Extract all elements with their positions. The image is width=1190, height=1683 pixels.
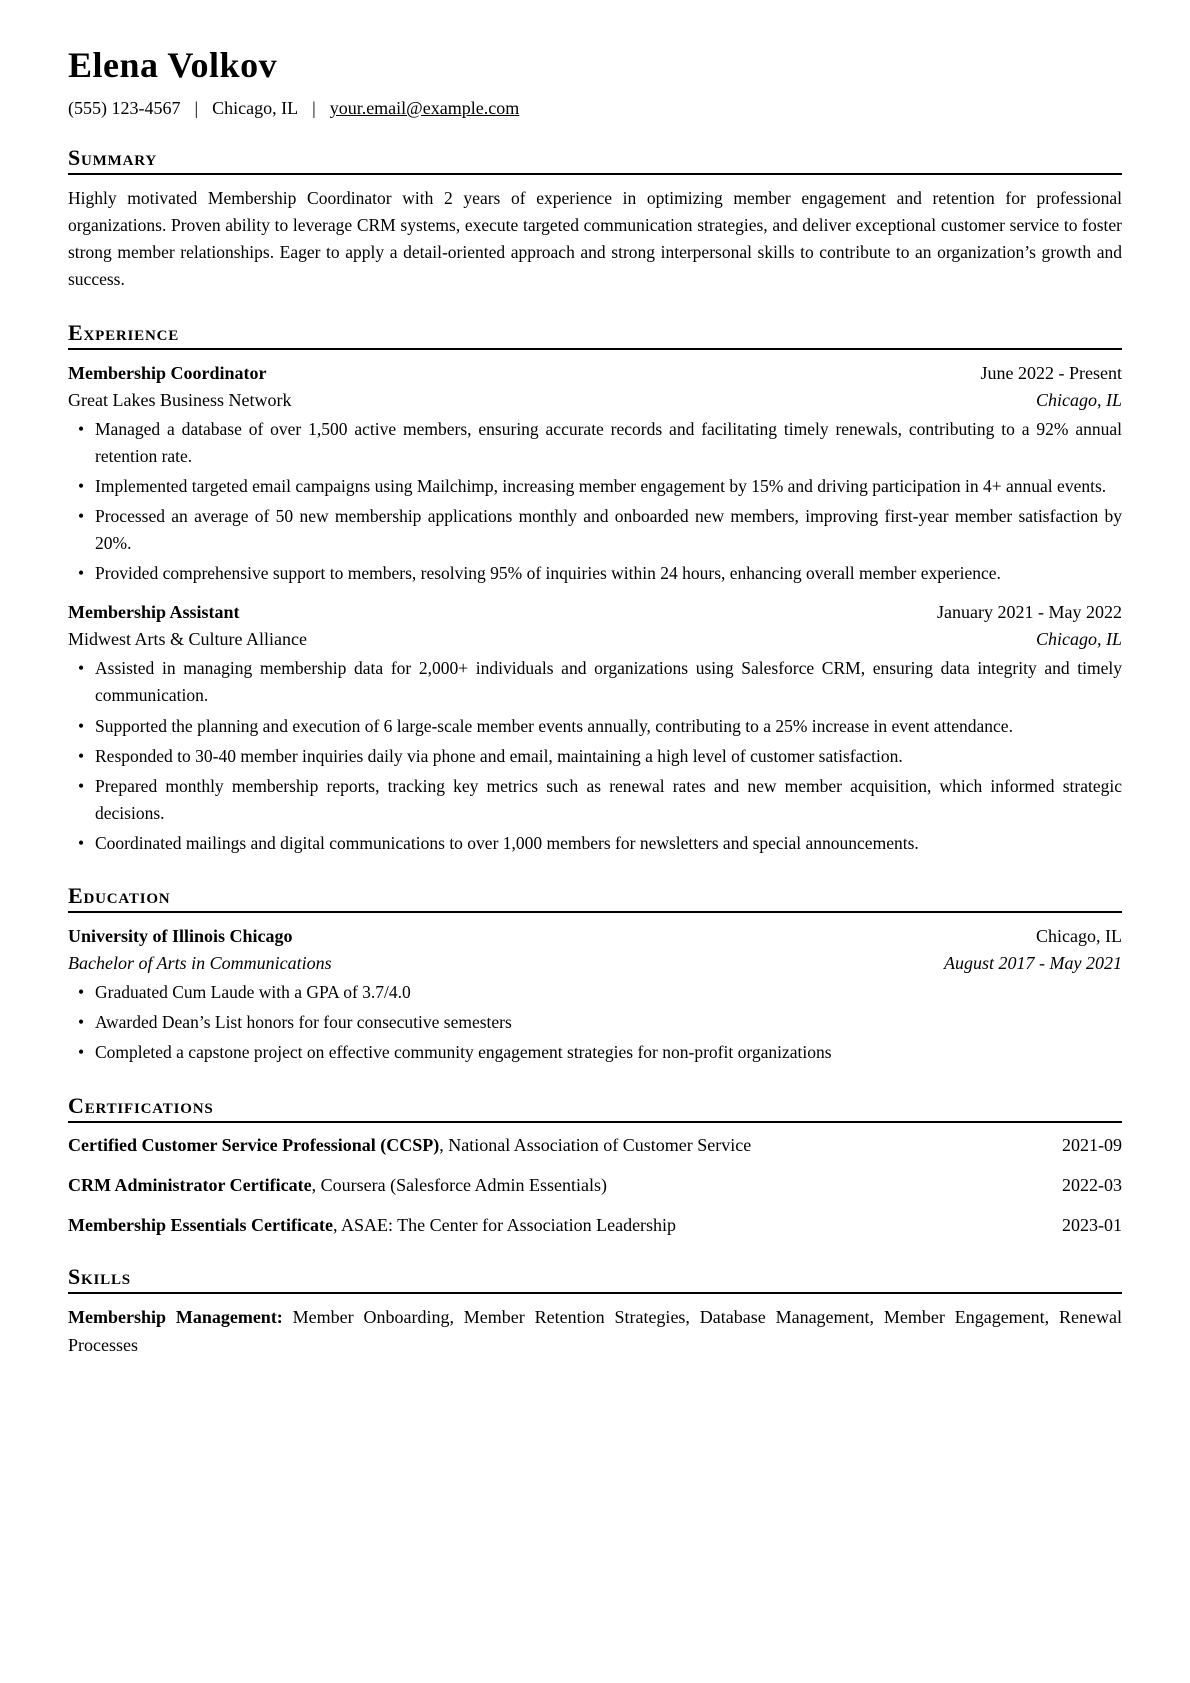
certification-name: Membership Essentials Certificate [68,1214,333,1235]
education-bullet: • Graduated Cum Laude with a GPA of 3.7/4.0 [95,979,1122,1006]
experience-section-title: Experience [68,320,1122,350]
certification-issuer: , National Association of Customer Service [439,1134,752,1155]
job-bullet: • Prepared monthly membership reports, tracking key metrics such as renewal rates and new member acquisition, which informed strategic decisions. [95,773,1122,827]
job-title-row [68,599,1122,626]
certification-date: 2022-03 [1062,1174,1122,1195]
education-entry [68,923,1122,1066]
school-name: University of Illinois Chicago [68,926,293,947]
education-dates: August 2017 - May 2021 [944,953,1122,974]
education-bullet: • Completed a capstone project on effective community engagement strategies for non-profit organizations [95,1039,1122,1066]
certification-date: 2021-09 [1062,1134,1122,1155]
certification-name: CRM Administrator Certificate [68,1174,312,1195]
certification-row [68,1213,1122,1238]
job-bullet: • Responded to 30-40 member inquiries daily via phone and email, maintaining a high level of customer satisfaction. [95,743,1122,770]
section-education [68,883,1122,1066]
certifications-section-title: Certifications [68,1093,1122,1123]
job-bullet: • Supported the planning and execution of 6 large-scale member events annually, contributing to a 25% increase in event attendance. [95,713,1122,740]
education-degree-row [68,950,1122,977]
job-title-row [68,360,1122,387]
certification-row [68,1133,1122,1158]
section-skills [68,1264,1122,1360]
certification-text [68,1213,676,1238]
section-summary [68,145,1122,294]
person-name: Elena Volkov [68,45,278,85]
job-company-row [68,387,1122,414]
education-bullet: • Awarded Dean’s List honors for four consecutive semesters [95,1009,1122,1036]
job-dates: January 2021 - May 2022 [937,602,1122,623]
certification-row [68,1173,1122,1198]
contact-line [68,98,1122,119]
job-bullet-list [68,416,1122,588]
job-bullet-list [68,655,1122,857]
job-bullet: • Processed an average of 50 new membership applications monthly and onboarded new members, improving first-year member satisfaction by 20%. [95,503,1122,557]
job-dates: June 2022 - Present [980,362,1122,383]
school-location: Chicago, IL [1036,926,1122,947]
summary-section-title: Summary [68,145,1122,175]
contact-separator: | [194,98,199,118]
job-location: Chicago, IL [1035,389,1122,410]
degree-name: Bachelor of Arts in Communications [68,953,332,974]
job-bullet: • Provided comprehensive support to members, resolving 95% of inquiries within 24 hours, enhancing overall member experience. [95,560,1122,587]
summary-text: Highly motivated Membership Coordinator with 2 years of experience in optimizing member engagement and retention for professional organizations. Proven ability to leverage CRM systems, execute targeted communication strategies, and deliver exceptional customer service to foster strong member relationships. Eager to apply a detail-oriented approach and strong interpersonal skills to contribute to an organization’s growth and success. [68,188,1122,290]
job-company: Great Lakes Business Network [68,389,292,410]
job-bullet: • Implemented targeted email campaigns using Mailchimp, increasing member engagement by 15% and driving participation in 4+ annual events. [95,473,1122,500]
resume-header [68,44,1122,119]
certification-name: Certified Customer Service Professional (CCSP) [68,1134,440,1155]
education-bullet-list [68,979,1122,1066]
job-title: Membership Coordinator [68,362,267,383]
job-company: Midwest Arts & Culture Alliance [68,629,307,650]
job-location: Chicago, IL [1035,629,1122,650]
job-bullet: • Assisted in managing membership data for 2,000+ individuals and organizations using Salesforce CRM, ensuring data integrity and timely communication. [95,655,1122,709]
job-bullet: • Coordinated mailings and digital communications to over 1,000 members for newsletters and special announcements. [95,830,1122,857]
certification-issuer: , Coursera (Salesforce Admin Essentials) [311,1174,608,1195]
section-experience [68,320,1122,858]
email-link[interactable]: your.email@example.com [329,98,520,118]
job-entry [68,360,1122,588]
certification-date: 2023-01 [1062,1214,1122,1235]
job-title: Membership Assistant [68,602,240,623]
skills-category [68,1304,1122,1360]
skills-category-items: Member Onboarding, Member Retention Strategies, Database Management, Member Engagement, Renewal Processes [68,1307,1122,1355]
education-school-row [68,923,1122,950]
contact-separator: | [312,98,316,118]
location-text: Chicago, IL [212,98,299,118]
job-bullet: • Managed a database of over 1,500 active members, ensuring accurate records and facilitating timely renewals, contributing to a 92% annual retention rate. [95,416,1122,470]
phone-number: (555) 123-4567 [68,98,181,118]
section-certifications [68,1093,1122,1239]
skills-category-label: Membership Management: [68,1307,283,1328]
certification-text [68,1133,751,1158]
job-entry [68,599,1122,857]
education-section-title: Education [68,883,1122,913]
certification-text [68,1173,607,1198]
skills-section-title: Skills [68,1264,1122,1294]
certification-issuer: , ASAE: The Center for Association Leadership [332,1214,677,1235]
job-company-row [68,626,1122,653]
